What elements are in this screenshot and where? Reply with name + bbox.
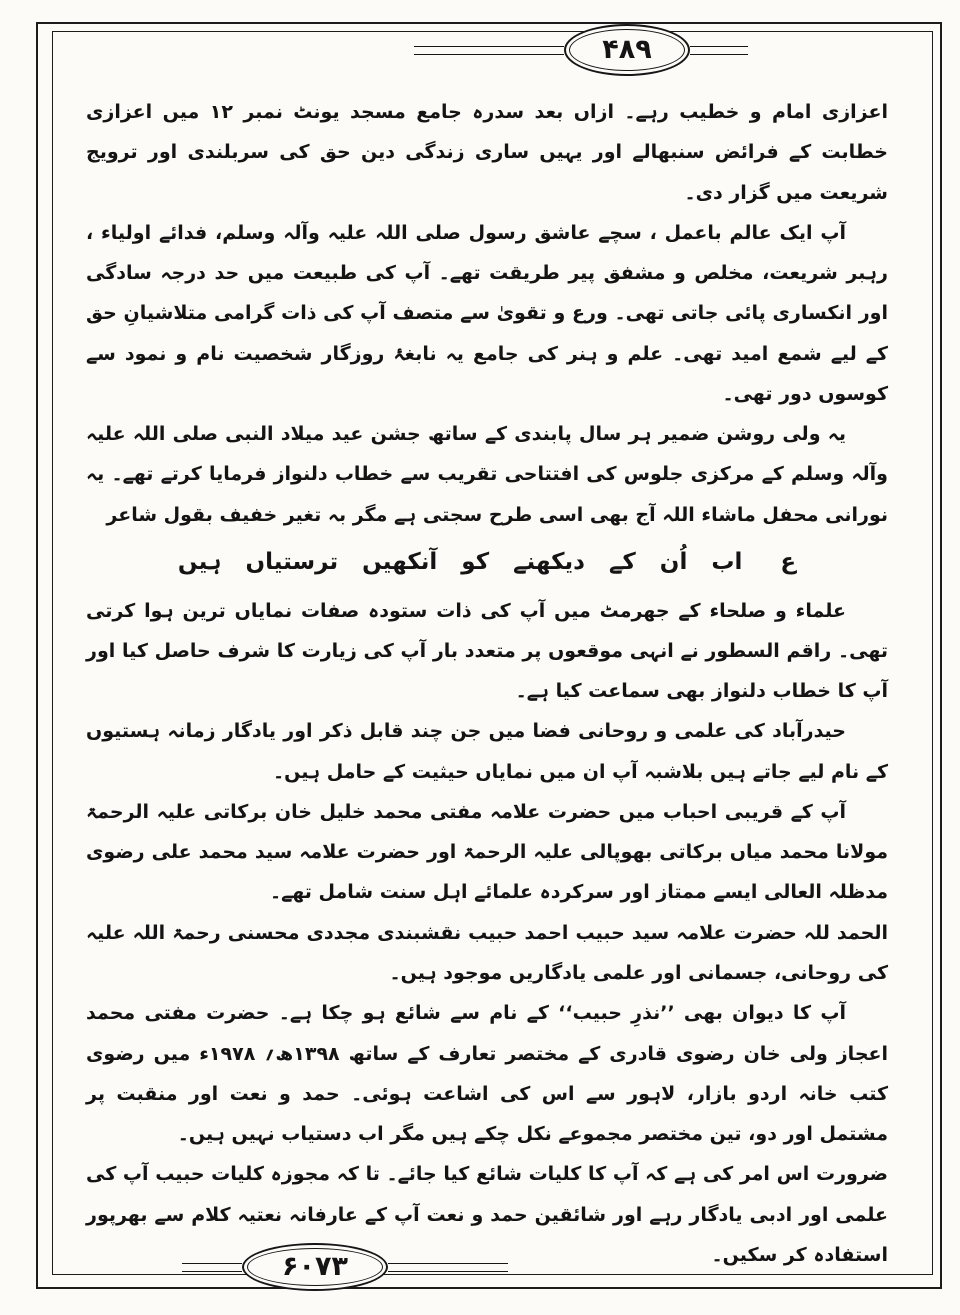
paragraph: علماء و صلحاء کے جھرمٹ میں آپ کی ذات ستودہ صفات نمایاں ترین ہوا کرتی تھی۔ راقم السطور نے انہی موقعوں پر متعدد بار آپ کی زیارت کا شرف حاصل کیا اور آپ کا خطاب دلنواز بھی سماعت کیا ہے۔: [86, 599, 888, 703]
verse-line: [86, 541, 888, 585]
cartouche-rule-right: [182, 1263, 242, 1272]
page-number-cartouche-bottom: [182, 1243, 508, 1291]
page-number-bottom: ۶۰۷۳: [282, 1250, 348, 1282]
page-number-top: ۴۸۹: [602, 33, 652, 65]
paragraph: الحمد للہ حضرت علامہ سید حبیب احمد حبیب نقشبندی مجددی محسنی رحمۃ اللہ علیہ کی روحانی، جسمانی اور علمی یادگاریں موجود ہیں۔: [86, 921, 888, 984]
cartouche-rule-right: [414, 46, 564, 55]
cartouche-rule-left: [388, 1263, 508, 1272]
paragraph: آپ کا دیوان بھی ’’نذرِ حبیب‘‘ کے نام سے شائع ہو چکا ہے۔ حضرت مفتی محمد اعجاز ولی خان رضوی قادری کے مختصر تعارف کے ساتھ ۱۳۹۸ھ؍ ۱۹۷۸ء میں رضوی کتب خانہ اردو بازار، لاہور سے اس کی اشاعت ہوئی۔ حمد و نعت اور منقبت پر مشتمل اور دو، تین مختصر مجموعے نکل چکے ہیں مگر اب دستیاب نہیں ہیں۔: [86, 1002, 889, 1146]
page-content: [86, 92, 888, 1275]
cartouche-rule-left: [690, 46, 748, 55]
paragraph: یہ ولی روشن ضمیر ہر سال پابندی کے ساتھ جشن عید میلاد النبی صلی اللہ علیہ وآلہ وسلم کے مرکزی جلوس کی افتتاحی تقریب سے خطاب دلنواز فرمایا کرتے تھے۔ یہ نورانی محفل ماشاء اللہ آج بھی اسی طرح سجتی ہے مگر بہ تغیر خفیف بقول شاعر: [86, 423, 888, 526]
paragraph: آپ کے قریبی احباب میں حضرت علامہ مفتی محمد خلیل خان برکاتی علیہ الرحمۃ مولانا محمد میاں برکاتی بھوپالی علیہ الرحمۃ اور حضرت علامہ سید محمد علی رضوی مدظلہ العالی ایسے ممتاز اور سرکردہ علمائے اہل سنت شامل تھے۔: [86, 800, 888, 904]
verse-marker: ع: [780, 548, 797, 575]
page-number-cartouche-top: [414, 24, 748, 76]
paragraph: آپ ایک عالم باعمل ، سچے عاشق رسول صلی اللہ علیہ وآلہ وسلم، فدائے اولیاء ، رہبر شریعت، مخلص و مشفق پیر طریقت تھے۔ آپ کی طبیعت میں حد درجہ سادگی اور انکساری پائی جاتی تھی۔ ورع و تقویٰ سے متصف آپ کی ذات گرامی متلاشیانِ حق کے لیے شمع امید تھی۔ علم و ہنر کی جامع یہ نابغۂ روزگار شخصیت نام و نمود سے کوسوں دور تھی۔: [86, 221, 888, 405]
verse-text: اب اُن کے دیکھنے کو آنکھیں ترستیاں ہیں: [177, 548, 743, 575]
page-number-medallion-icon: [564, 24, 690, 76]
paragraph: اعزازی امام و خطیب رہے۔ ازاں بعد سدرہ جامع مسجد یونٹ نمبر ۱۲ میں اعزازی خطابت کے فرائض سنبھالے اور یہیں ساری زندگی دین حق کی سربلندی اور ترویج شریعت میں گزار دی۔: [86, 101, 888, 204]
page-number-medallion-icon: [242, 1243, 388, 1291]
paragraph: ضرورت اس امر کی ہے کہ آپ کا کلیات شائع کیا جائے۔ تا کہ مجوزہ کلیات حبیب آپ کی علمی اور ادبی یادگار رہے اور شائقین حمد و نعت آپ کے عارفانہ نعتیہ کلام سے بھرپور استفادہ کر سکیں۔: [86, 1163, 888, 1266]
paragraph: حیدرآباد کی علمی و روحانی فضا میں جن چند قابل ذکر اور یادگار زمانہ ہستیوں کے نام لیے جاتے ہیں بلاشبہ آپ ان میں نمایاں حیثیت کے حامل ہیں۔: [86, 720, 888, 783]
